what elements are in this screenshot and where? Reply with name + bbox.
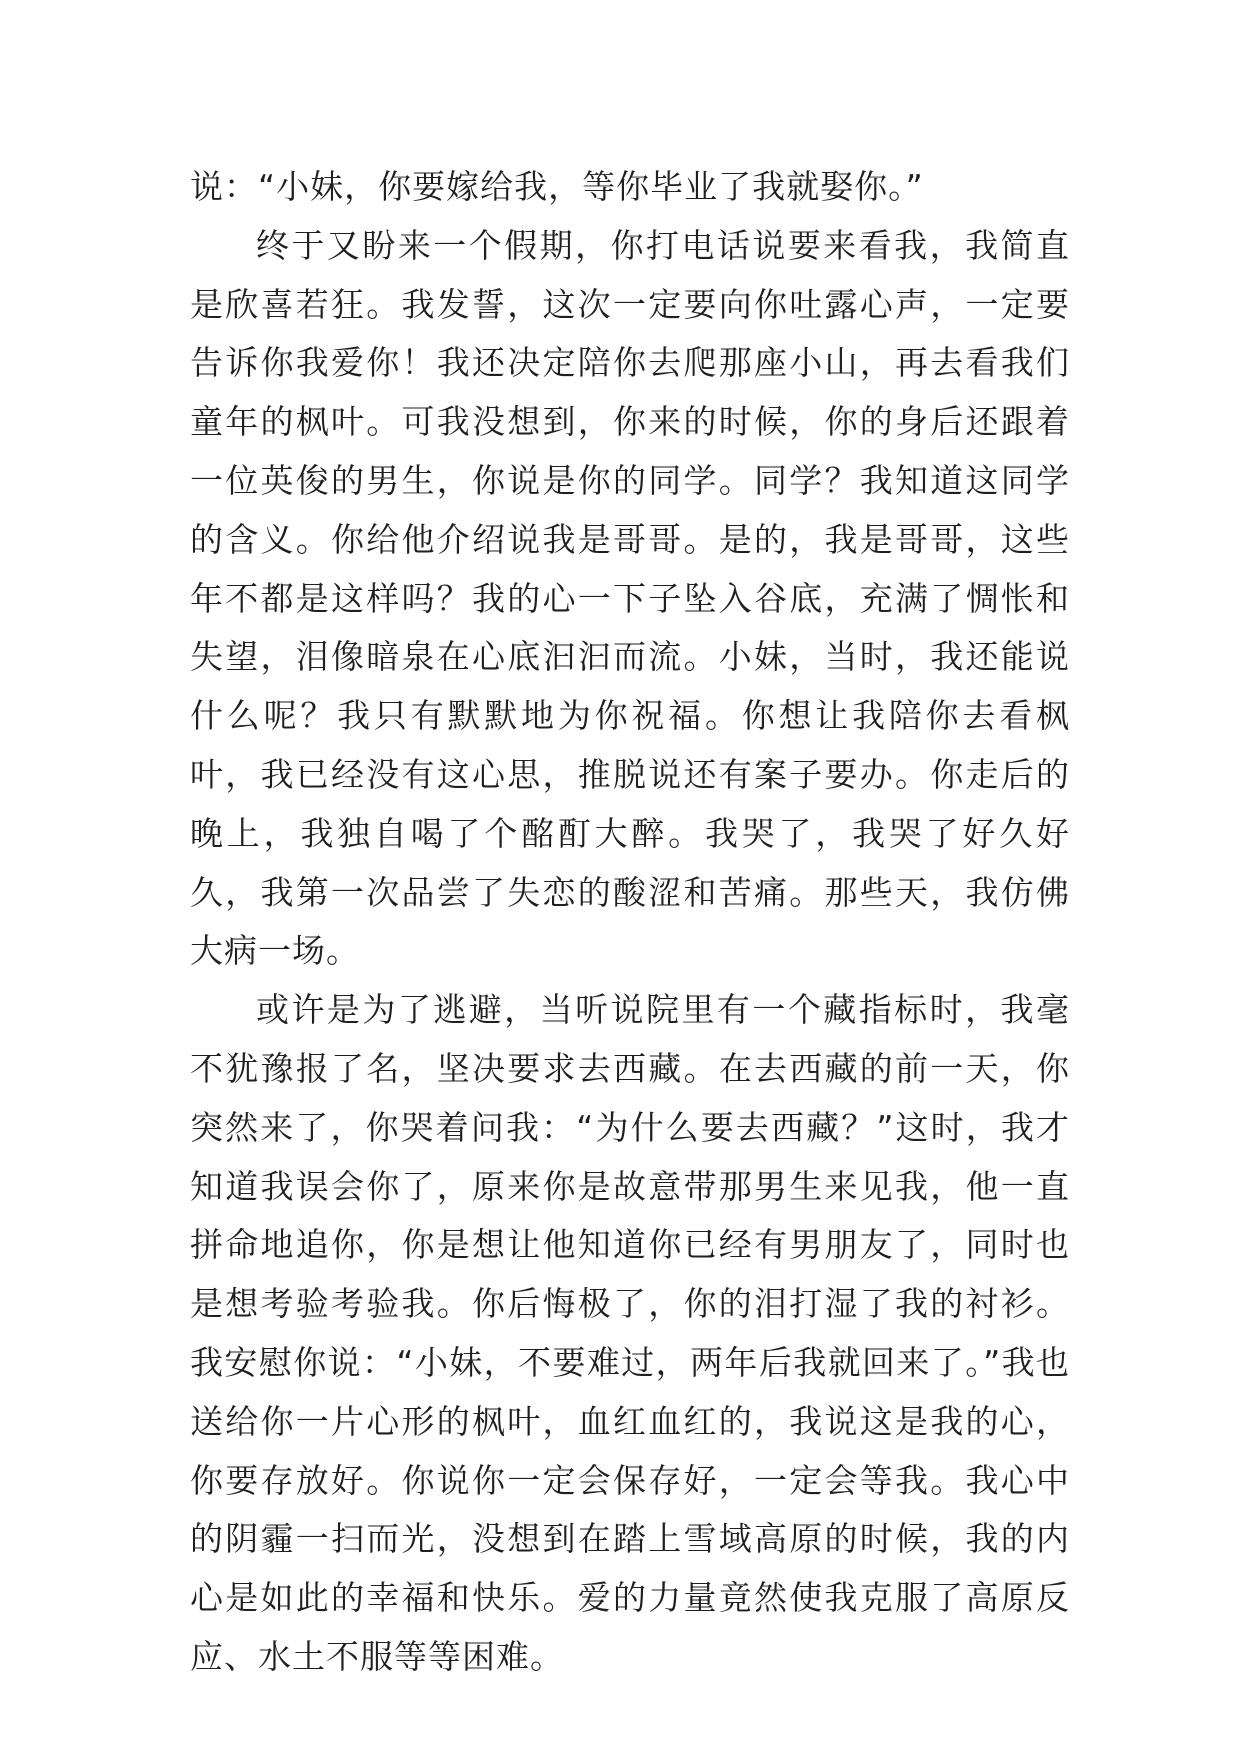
document-body	[190, 158, 1070, 1687]
paragraph-1: 说：“小妹，你要嫁给我，等你毕业了我就娶你。”	[190, 167, 924, 206]
paragraph-2: 终于又盼来一个假期，你打电话说要来看我，我简直是欣喜若狂。我发誓，这次一定要向你吐露心声，一定要告诉你我爱你！我还决定陪你去爬那座小山，再去看我们童年的枫叶。可我没想到，你来的时候，你的身后还跟着一位英俊的男生，你说是你的同学。同学？我知道这同学的含义。你给他介绍说我是哥哥。是的，我是哥哥，这些年不都是这样吗？我的心一下子坠入谷底，充满了惆怅和失望，泪像暗泉在心底汩汩而流。小妹，当时，我还能说什么呢？我只有默默地为你祝福。你想让我陪你去看枫叶，我已经没有这心思，推脱说还有案子要办。你走后的晚上，我独自喝了个酩酊大醉。我哭了，我哭了好久好久，我第一次品尝了失恋的酸涩和苦痛。那些天，我仿佛大病一场。	[190, 225, 1070, 971]
paragraph-3: 或许是为了逃避，当听说院里有一个藏指标时，我毫不犹豫报了名，坚决要求去西藏。在去西藏的前一天，你突然来了，你哭着问我：“为什么要去西藏？”这时，我才知道我误会你了，原来你是故意带那男生来见我，他一直拼命地追你，你是想让他知道你已经有男朋友了，同时也是想考验考验我。你后悔极了，你的泪打湿了我的衬衫。我安慰你说：“小妹，不要难过，两年后我就回来了。”我也送给你一片心形的枫叶，血红血红的，我说这是我的心，你要存放好。你说你一定会保存好，一定会等我。我心中的阴霾一扫而光，没想到在踏上雪域高原的时候，我的内心是如此的幸福和快乐。爱的力量竟然使我克服了高原反应、水土不服等等困难。	[190, 990, 1070, 1676]
